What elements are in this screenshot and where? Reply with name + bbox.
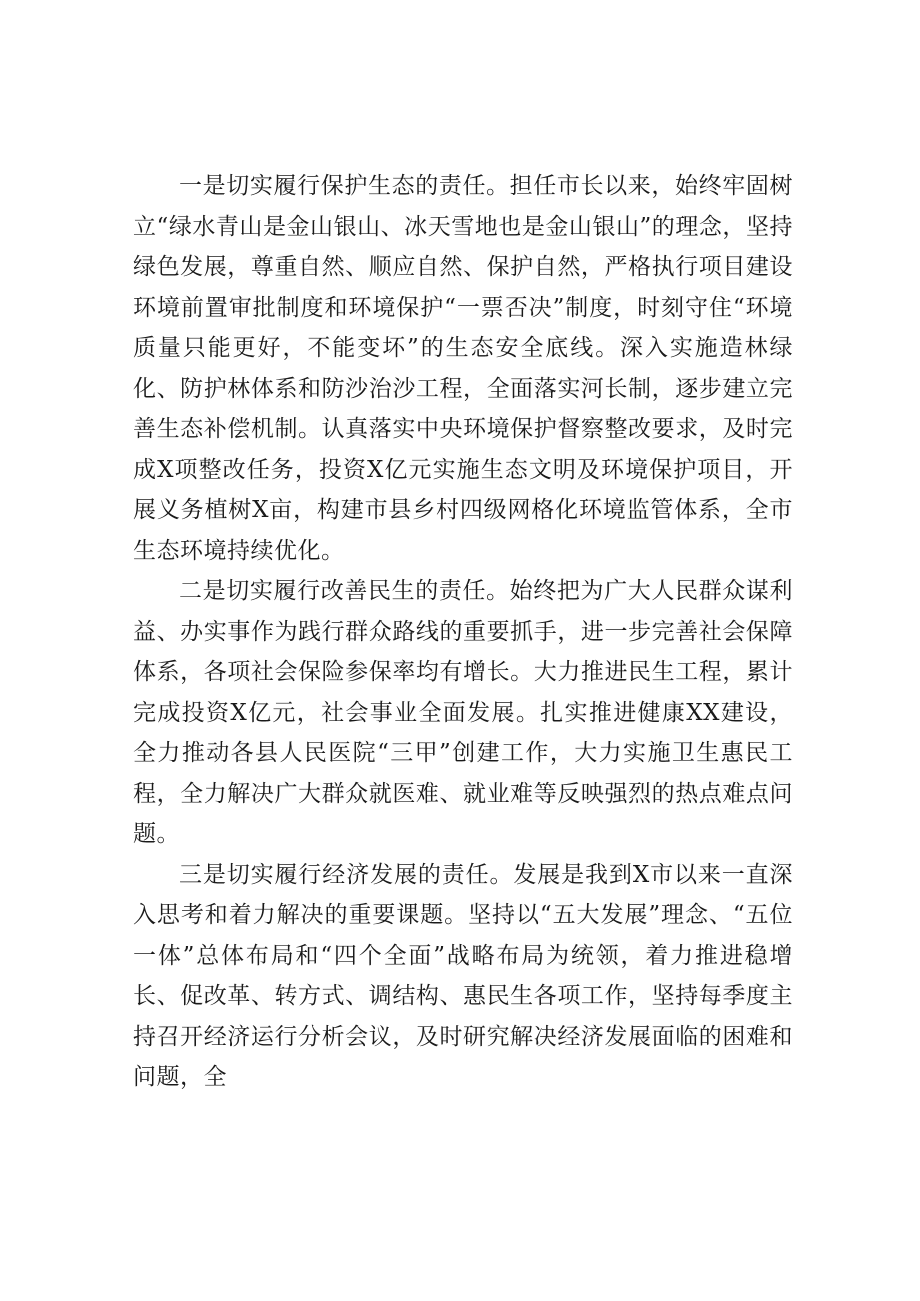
- document-body: [133, 166, 793, 1098]
- paragraph-livelihood: 二是切实履行改善民生的责任。始终把为广大人民群众谋利益、办实事作为践行群众路线的重要抓手，进一步完善社会保障体系，各项社会保险参保率均有增长。大力推进民生工程，累计完成投资X亿元，社会事业全面发展。扎实推进健康XX建设，全力推动各县人民医院“三甲”创建工作，大力实施卫生惠民工程，全力解决广大群众就医难、就业难等反映强烈的热点难点问题。: [133, 578, 793, 847]
- paragraph-ecology: 一是切实履行保护生态的责任。担任市长以来，始终牢固树立“绿水青山是金山银山、冰天雪地也是金山银山”的理念，坚持绿色发展，尊重自然、顺应自然、保护自然，严格执行项目建设环境前置审批制度和环境保护“一票否决”制度，时刻守住“环境质量只能更好，不能变坏”的生态安全底线。深入实施造林绿化、防护林体系和防沙治沙工程，全面落实河长制，逐步建立完善生态补偿机制。认真落实中央环境保护督察整改要求，及时完成X项整改任务，投资X亿元实施生态文明及环境保护项目，开展义务植树X亩，构建市县乡村四级网格化环境监管体系，全市生态环境持续优化。: [133, 173, 793, 564]
- paragraph-economy: 三是切实履行经济发展的责任。发展是我到X市以来一直深入思考和着力解决的重要课题。坚持以“五大发展”理念、“五位一体”总体布局和“四个全面”战略布局为统领，着力推进稳增长、促改革、转方式、调结构、惠民生各项工作，坚持每季度主持召开经济运行分析会议，及时研究解决经济发展面临的困难和问题，全: [133, 861, 793, 1090]
